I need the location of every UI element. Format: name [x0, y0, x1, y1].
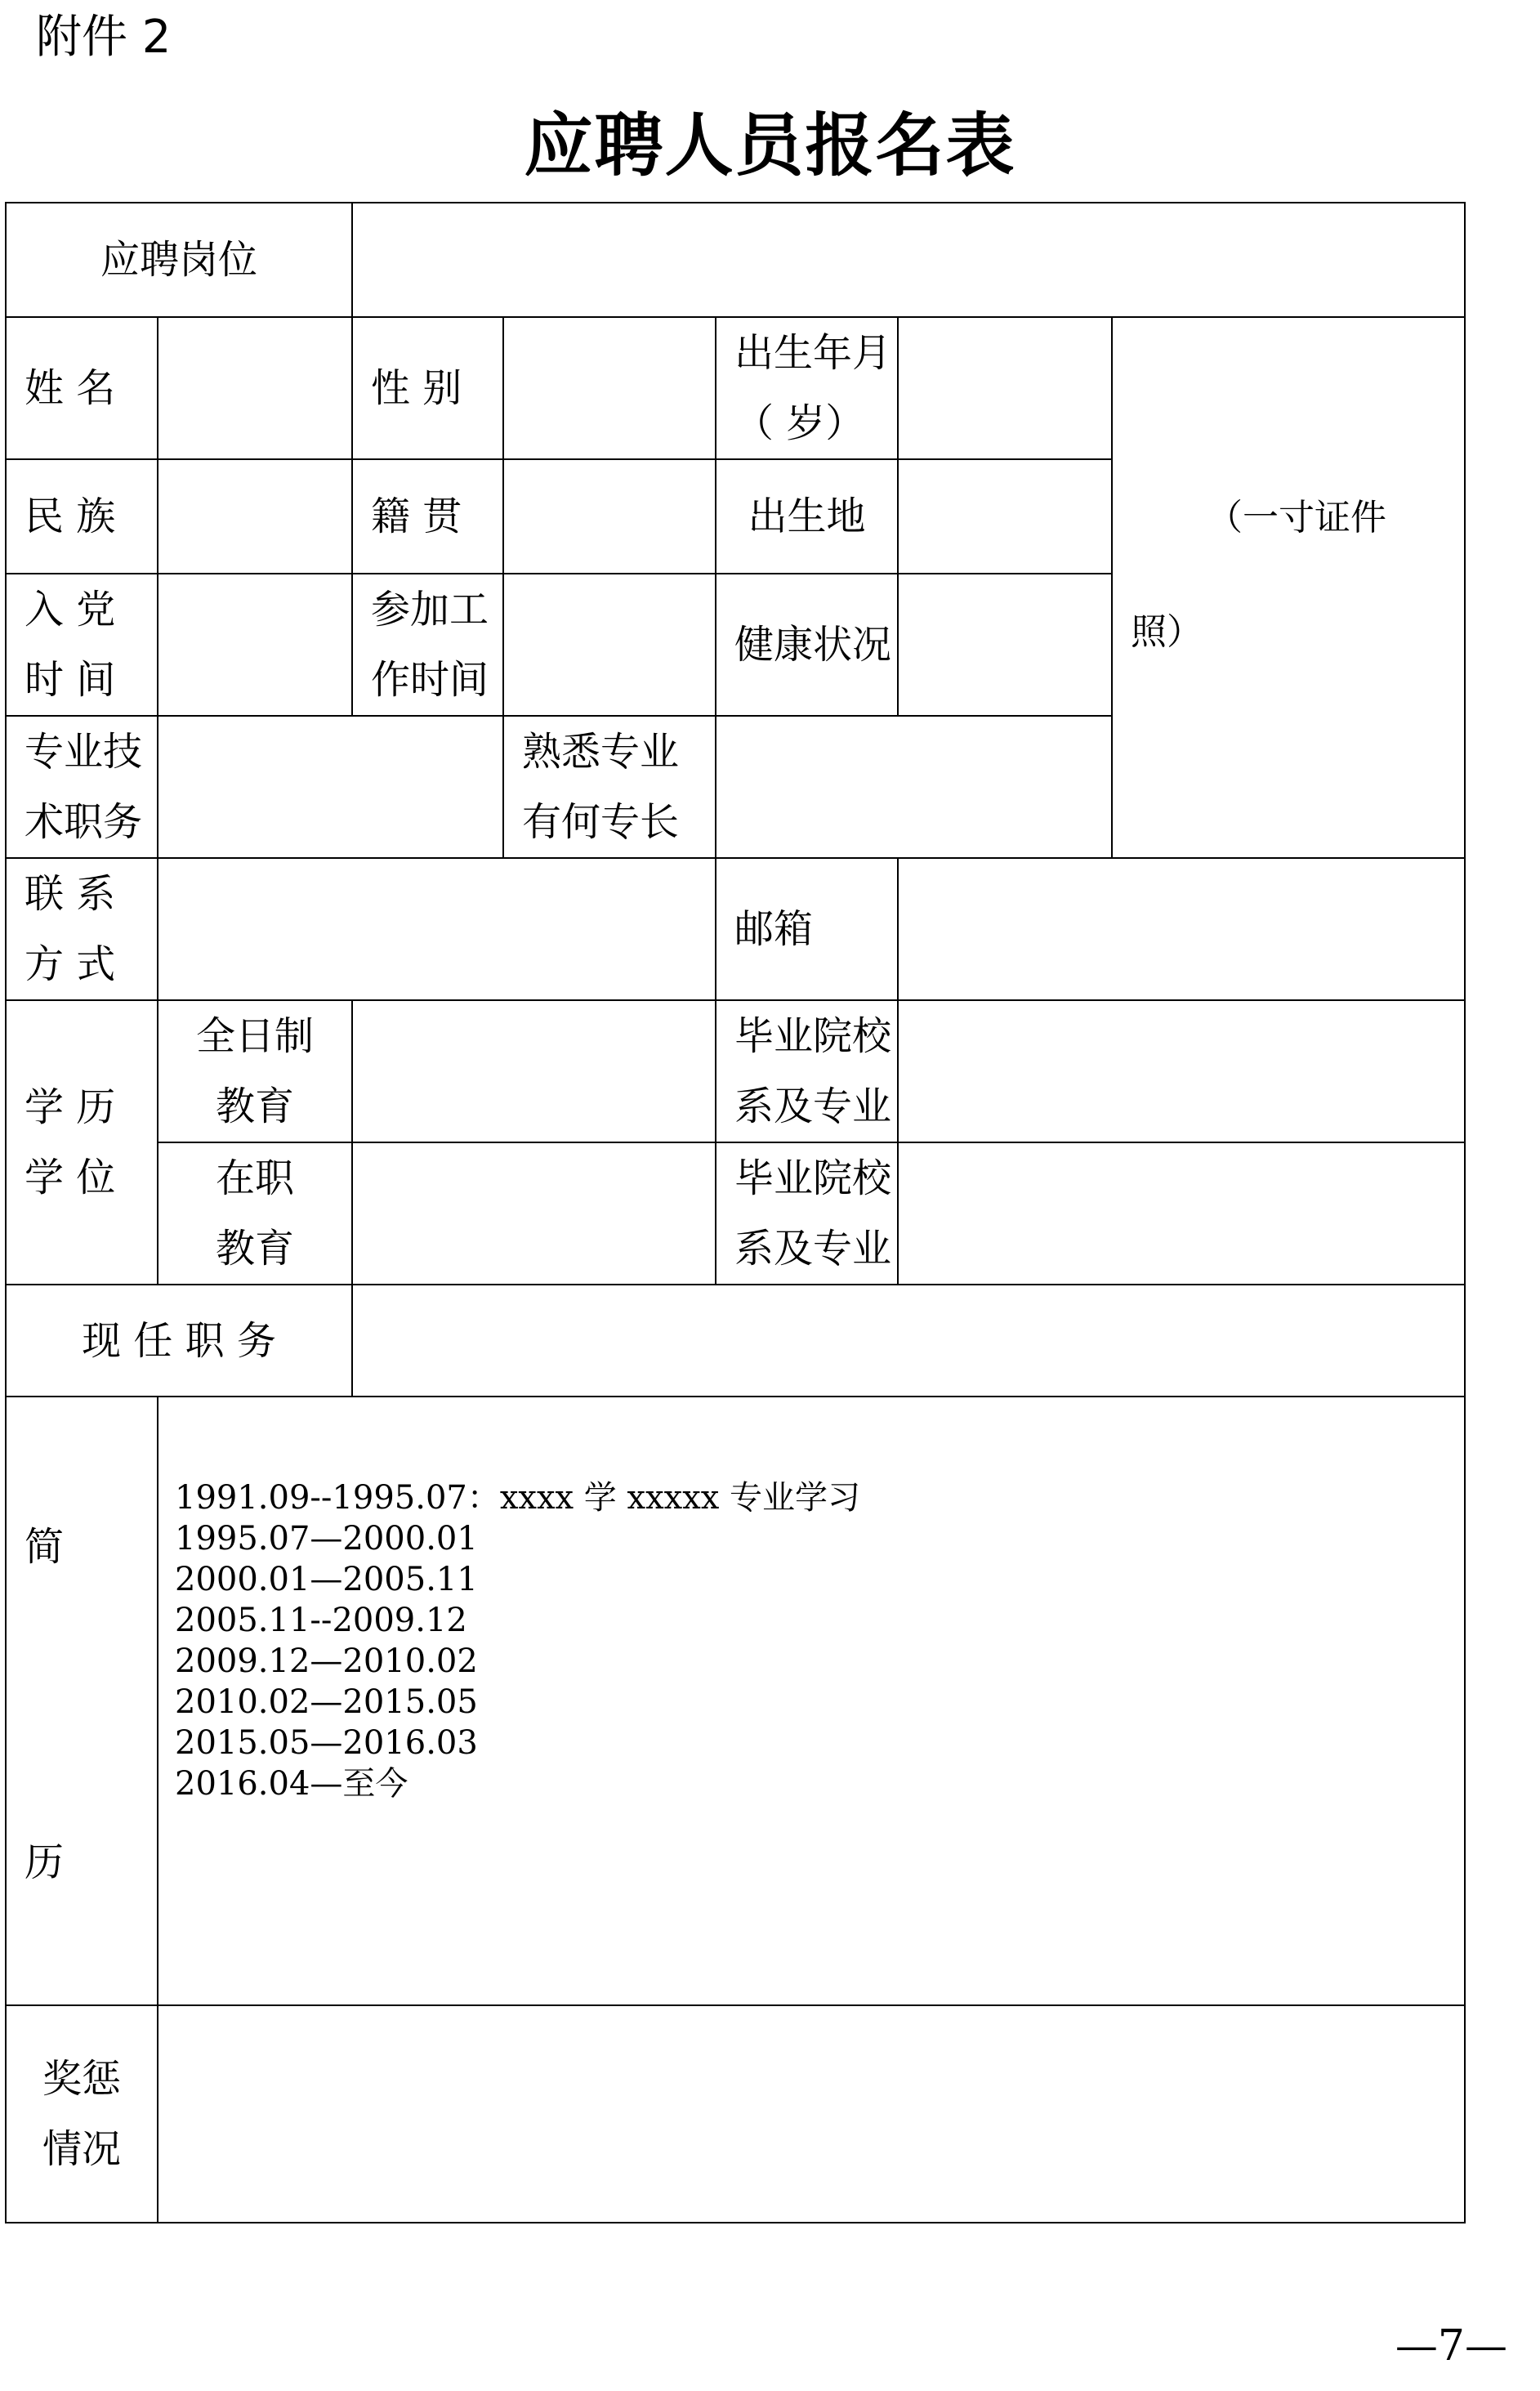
resume-field[interactable] [158, 1397, 1465, 2005]
resume-entry: 1995.07—2000.01 [175, 1520, 478, 1558]
expertise-label [503, 716, 716, 858]
birthplace-field[interactable] [898, 459, 1112, 574]
awards-label [6, 2005, 158, 2223]
resume-entry: 2000.01—2005.11 [175, 1561, 478, 1598]
resume-entry: 2016.04—至今 [175, 1765, 408, 1803]
degree-label-line2: 学 位 [25, 1155, 116, 1200]
work-start-label [352, 574, 503, 716]
resume-entry: 2015.05—2016.03 [175, 1724, 478, 1762]
photo-text-line2: 照） [1131, 611, 1203, 653]
birth-label-line2: （ 岁） [734, 400, 865, 446]
resume-label [6, 1397, 158, 2005]
party-join-label-line1: 入 党 [25, 587, 116, 632]
form-title: 应聘人员报名表 [524, 105, 1016, 185]
professional-title-label-line1: 专业技 [25, 729, 143, 775]
fulltime-school-label-line2: 系及专业 [734, 1084, 892, 1129]
fulltime-education-label-line2: 教育 [216, 1084, 295, 1129]
awards-label-line1: 奖惩 [42, 2056, 121, 2102]
native-place-label: 籍 贯 [352, 459, 503, 574]
fulltime-education-label-line1: 全日制 [196, 1013, 315, 1059]
work-start-label-line1: 参加工 [371, 587, 489, 632]
resume-label-line2: 历 [25, 1839, 65, 1885]
gender-label: 性 别 [352, 317, 503, 459]
professional-title-field[interactable] [158, 716, 503, 858]
page-number: —7— [1395, 2322, 1507, 2371]
onjob-education-label-line2: 教育 [216, 1226, 295, 1271]
contact-field[interactable] [158, 858, 716, 1000]
degree-label-line1: 学 历 [25, 1084, 116, 1130]
position-label: 应聘岗位 [6, 203, 352, 317]
name-label: 姓 名 [6, 317, 158, 459]
resume-entry: 1991.09--1995.07：xxxx 学 xxxxx 专业学习 [175, 1479, 861, 1517]
fulltime-school-field[interactable] [898, 1000, 1465, 1142]
party-join-label-line2: 时 间 [25, 657, 116, 703]
ethnicity-label: 民 族 [6, 459, 158, 574]
birth-label-line1: 出生年月 [734, 330, 892, 376]
party-join-label [6, 574, 158, 716]
current-job-label: 现 任 职 务 [6, 1285, 352, 1397]
onjob-education-label [158, 1142, 352, 1285]
resume-entry: 2005.11--2009.12 [175, 1602, 467, 1639]
fulltime-education-label [158, 1000, 352, 1142]
resume-entry: 2009.12—2010.02 [175, 1642, 478, 1680]
expertise-label-line2: 有何专长 [522, 799, 680, 845]
contact-label-line2: 方 式 [25, 941, 116, 987]
expertise-label-line1: 熟悉专业 [522, 729, 680, 775]
awards-field[interactable] [158, 2005, 1465, 2223]
onjob-school-label [716, 1142, 898, 1285]
birth-field[interactable] [898, 317, 1112, 459]
name-field[interactable] [158, 317, 352, 459]
ethnicity-field[interactable] [158, 459, 352, 574]
work-start-label-line2: 作时间 [371, 657, 489, 703]
birthplace-label: 出生地 [716, 459, 898, 574]
resume-entry: 2010.02—2015.05 [175, 1683, 478, 1721]
fulltime-school-label-line1: 毕业院校 [734, 1013, 892, 1059]
email-label: 邮箱 [716, 858, 898, 1000]
professional-title-label [6, 716, 158, 858]
health-field[interactable] [898, 574, 1112, 716]
degree-label [6, 1000, 158, 1285]
resume-label-line1: 简 [25, 1524, 65, 1570]
position-field[interactable] [352, 203, 1465, 317]
awards-label-line2: 情况 [42, 2126, 121, 2172]
birth-label [716, 317, 898, 459]
onjob-school-field[interactable] [898, 1142, 1465, 1285]
work-start-field[interactable] [503, 574, 716, 716]
email-field[interactable] [898, 858, 1465, 1000]
registration-form [5, 202, 1466, 2223]
resume-list [175, 1477, 1464, 1804]
photo-box[interactable] [1112, 317, 1465, 858]
health-label: 健康状况 [716, 574, 898, 716]
onjob-education-label-line1: 在职 [216, 1155, 295, 1201]
contact-label-line1: 联 系 [25, 871, 116, 917]
current-job-field[interactable] [352, 1285, 1465, 1397]
contact-label [6, 858, 158, 1000]
photo-text-line1: （一寸证件 [1207, 497, 1387, 539]
gender-field[interactable] [503, 317, 716, 459]
native-place-field[interactable] [503, 459, 716, 574]
fulltime-education-field[interactable] [352, 1000, 716, 1142]
expertise-field[interactable] [716, 716, 1112, 858]
attachment-label: 附件 2 [36, 11, 172, 64]
professional-title-label-line2: 术职务 [25, 799, 143, 845]
party-join-field[interactable] [158, 574, 352, 716]
onjob-school-label-line1: 毕业院校 [734, 1155, 892, 1201]
onjob-school-label-line2: 系及专业 [734, 1226, 892, 1271]
onjob-education-field[interactable] [352, 1142, 716, 1285]
fulltime-school-label [716, 1000, 898, 1142]
